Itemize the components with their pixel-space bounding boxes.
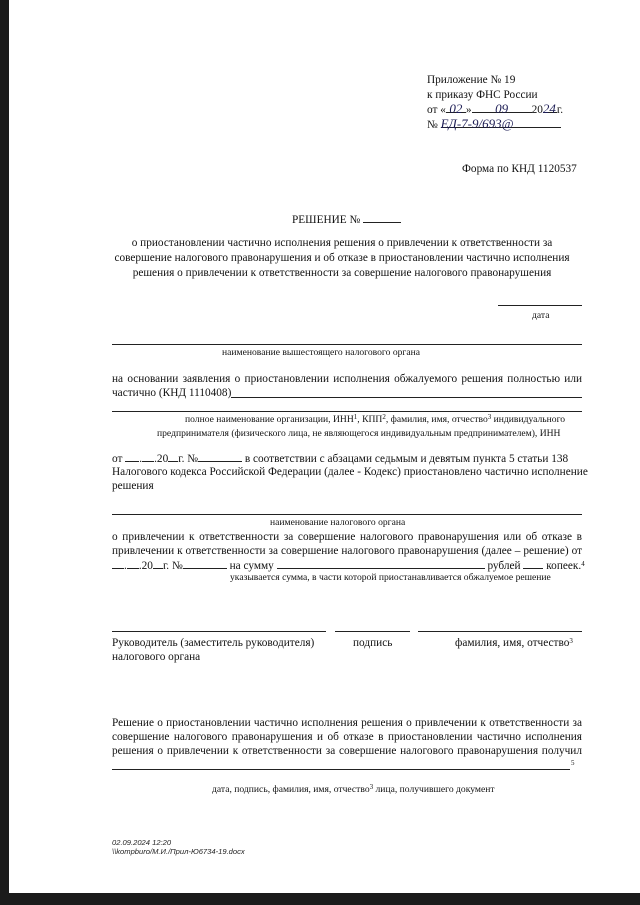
head-position-1: Руководитель (заместитель руководителя) xyxy=(112,637,315,649)
org-caption-2: предпринимателя (физического лица, не являющегося индивидуальным предпринимателем), ИНН xyxy=(157,428,561,439)
higher-authority-line xyxy=(112,344,582,345)
decision-line-3: решения xyxy=(112,480,154,492)
date-field-line xyxy=(498,305,582,306)
org-caption-1: полное наименование организации, ИНН$^1$, КПП$^2$, фамилия, имя, отчество$^3$ индивидуального xyxy=(185,413,566,425)
authority-caption: наименование налогового органа xyxy=(270,517,406,528)
appendix-order-number: № ЕД-7-9/693@ xyxy=(427,117,561,132)
higher-authority-caption: наименование вышестоящего налогового органа xyxy=(222,347,421,358)
signature-caption: подпись xyxy=(353,637,393,649)
received-caption: дата, подпись, фамилия, имя, отчество$^3$ лица, получившего документ xyxy=(212,783,495,795)
liability-line-3: . .20 г. № на сумму рублей копеек.$^4$ xyxy=(112,558,585,573)
basis-fill-line xyxy=(231,397,582,398)
date-caption: дата xyxy=(532,310,550,321)
decision-line-2: Налогового кодекса Российской Федерации (далее - Кодекс) приостановлено частично исполнение xyxy=(112,466,588,478)
handwritten-year: 24 xyxy=(542,101,556,116)
authority-fill-line xyxy=(112,514,582,515)
appendix-number: Приложение № 19 xyxy=(427,74,516,86)
scan-bottom-border xyxy=(0,893,640,905)
org-fill-line xyxy=(112,411,582,412)
fio-line xyxy=(418,631,582,632)
signature-line xyxy=(335,631,410,632)
appendix-order: к приказу ФНС России xyxy=(427,89,538,101)
appendix-date: от « 02 » 09 2024г. xyxy=(427,101,564,116)
received-line-3: решения о привлечении к ответственности за совершение налогового правонарушения получил xyxy=(112,745,582,757)
received-line-1: Решение о приостановлении частично исполнения решения о привлечении к ответственности за xyxy=(112,717,582,729)
fio-caption: фамилия, имя, отчество$^3$ xyxy=(455,637,573,649)
footer-timestamp: 02.09.2024 12:20 xyxy=(112,838,172,847)
liability-line-2: привлечении к ответственности за совершение налогового правонарушения (далее – решение) от xyxy=(112,545,582,557)
handwritten-order-number: ЕД-7-9/693@ xyxy=(440,116,514,131)
decision-line-1: от . .20 г. № в соответствии с абзацами седьмым и девятым пункта 5 статьи 138 xyxy=(112,453,569,465)
basis-line-2: частично (КНД 1110408) xyxy=(112,387,232,399)
amount-caption: указывается сумма, в части которой приостанавливается обжалуемое решение xyxy=(230,572,551,583)
liability-line-1: о привлечении к ответственности за совершение налогового правонарушения или об отказе в xyxy=(112,531,582,543)
decision-title: РЕШЕНИЕ № xyxy=(292,212,401,227)
basis-line-1: на основании заявления о приостановлении исполнения обжалуемого решения полностью или xyxy=(112,373,582,385)
received-footnote-mark: 5 xyxy=(571,759,575,767)
head-line xyxy=(112,631,326,632)
received-line-2: совершение налогового правонарушения и об отказе в приостановлении частично исполнения xyxy=(112,731,582,743)
form-code: Форма по КНД 1120537 xyxy=(462,163,577,175)
footer-file-path: \\kompburo/М.И./Прил-Ю6734-19.docx xyxy=(112,847,245,856)
handwritten-day: 02 xyxy=(449,101,463,116)
decision-subtitle-1: о приостановлении частично исполнения решения о привлечении к ответственности за xyxy=(131,237,553,249)
decision-subtitle-2: совершение налогового правонарушения и об отказе в приостановлении частично исполнения xyxy=(114,252,570,264)
received-fill-line xyxy=(112,769,570,770)
scan-left-border xyxy=(0,0,9,895)
decision-subtitle-3: решения о привлечении к ответственности за совершение налогового правонарушения xyxy=(132,267,552,279)
head-position-2: налогового органа xyxy=(112,651,201,663)
handwritten-month: 09 xyxy=(495,101,509,116)
